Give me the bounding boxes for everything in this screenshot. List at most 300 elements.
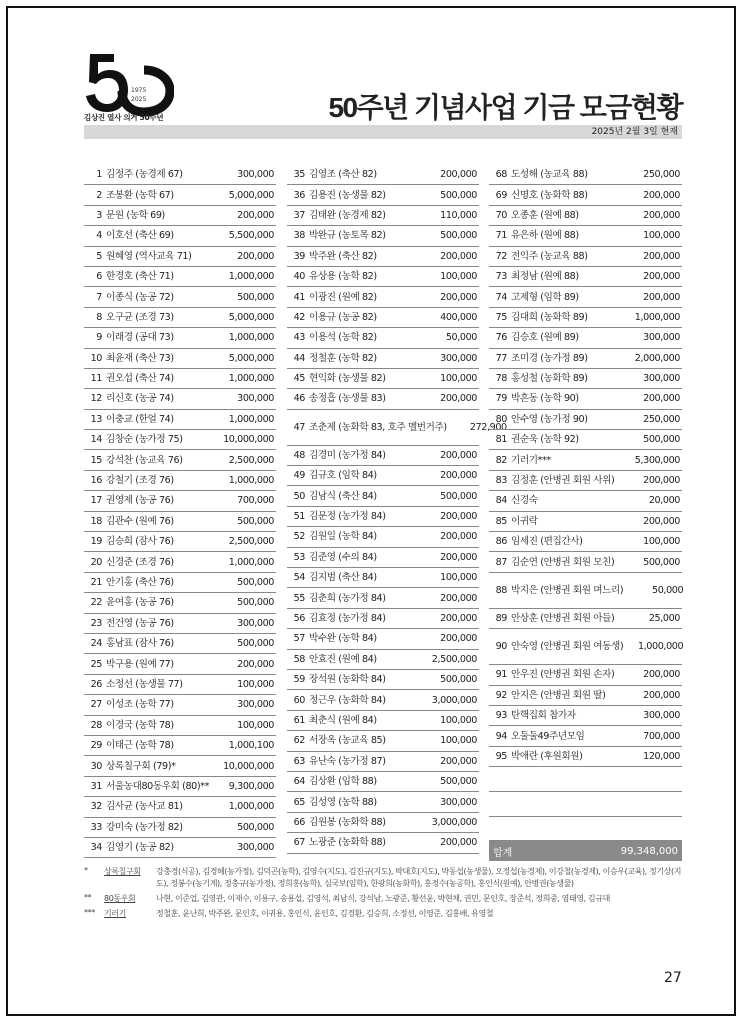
donor-row [287, 287, 479, 307]
donor-amount: 5,000,000 [228, 311, 274, 323]
donor-number: 78 [495, 373, 507, 385]
donor-name: 김남식 (축산 84) [309, 490, 377, 502]
donor-row [287, 752, 479, 772]
donor-row [84, 471, 276, 491]
donor-row [489, 629, 682, 665]
donor-row [287, 650, 479, 670]
donor-name: 서장옥 (농교육 85) [309, 735, 386, 747]
donor-amount: 200,000 [440, 291, 477, 303]
donor-row [489, 206, 682, 226]
donor-number: 94 [495, 730, 507, 742]
donor-name: 김승호 (원예 89) [511, 332, 579, 344]
donor-name: 안숙영 (안병권 회원 여동생) [511, 641, 624, 653]
donor-name: 문원 (농학 69) [106, 209, 165, 221]
donor-name: 김사균 (농사교 81) [106, 801, 183, 813]
donor-row [287, 833, 479, 853]
donor-amount: 100,000 [643, 230, 680, 242]
donor-number: 90 [495, 641, 507, 653]
footnote-mark: *** [84, 908, 95, 917]
donor-amount: 3,000,000 [431, 816, 477, 828]
as-of-date: 2025년 2월 3일 현재 [591, 127, 678, 137]
donor-row [84, 756, 276, 776]
donor-name: 이경국 (농학 78) [106, 719, 174, 731]
donor-name: 권영제 (농공 76) [106, 495, 174, 507]
donor-number: 93 [495, 710, 507, 722]
donor-row [287, 609, 479, 629]
donor-number: 82 [495, 454, 507, 466]
donor-amount: 300,000 [643, 373, 680, 385]
donor-row [84, 349, 276, 369]
donor-row [489, 512, 682, 532]
donor-name: 송정흡 (농생물 83) [309, 393, 386, 405]
donor-name: 상록칠구회 (79)* [106, 760, 176, 772]
donor-number: 53 [293, 551, 305, 563]
donor-amount: 200,000 [440, 613, 477, 624]
donor-name: 이호선 (축산 69) [106, 230, 174, 242]
donor-row [287, 772, 479, 792]
donor-name: 신경숙 [511, 495, 538, 507]
footnotes [84, 866, 684, 923]
donor-name: 오둘둘49주년모임 [511, 730, 585, 742]
donor-name: 조미경 (농가정 89) [511, 352, 588, 364]
donor-row [287, 731, 479, 751]
donor-number: 74 [495, 291, 507, 303]
page-number: 27 [664, 970, 682, 986]
donor-name: 이광진 (원예 82) [309, 291, 377, 303]
donor-number: 55 [293, 592, 305, 604]
donor-name: 전익주 (농교육 88) [511, 250, 588, 262]
donor-amount: 200,000 [643, 250, 680, 262]
donor-amount: 200,000 [440, 169, 477, 181]
donor-row [84, 614, 276, 634]
donor-row [489, 410, 682, 430]
donor-number: 3 [96, 209, 102, 221]
donor-row [84, 532, 276, 552]
donor-amount: 110,000 [440, 209, 477, 221]
donor-amount: 50,000 [652, 584, 684, 596]
donor-number: 79 [495, 393, 507, 405]
donor-amount: 200,000 [440, 531, 477, 543]
donor-row [489, 450, 682, 470]
donor-name: 원혜영 (역사교육 71) [106, 250, 192, 262]
donor-name: 오구균 (조경 73) [106, 311, 174, 323]
donor-number: 6 [96, 271, 102, 283]
donor-name: 김춘희 (농가정 84) [309, 592, 386, 604]
donor-name: 김경미 (농가정 84) [309, 449, 386, 461]
donor-row [489, 532, 682, 552]
donor-number: 5 [96, 250, 102, 262]
donor-amount: 100,000 [440, 373, 477, 385]
donor-number: 20 [90, 556, 102, 568]
donor-name: 정철훈 (농학 82) [309, 352, 377, 364]
blank-row [489, 792, 682, 817]
donor-number: 39 [293, 250, 305, 262]
donor-row [287, 588, 479, 608]
donor-number: 10 [90, 352, 102, 364]
donor-number: 61 [293, 714, 305, 726]
total-label: 합계 [493, 847, 513, 859]
donor-number: 87 [495, 556, 507, 568]
donor-name: 김상환 (임학 88) [309, 776, 377, 788]
donor-name: 조봉환 (농학 67) [106, 189, 174, 201]
donor-row [489, 165, 682, 185]
donor-number: 80 [495, 413, 507, 425]
donor-name: 김규호 (임학 84) [309, 470, 377, 482]
footnote [84, 908, 684, 920]
donor-name: 권오섭 (축산 74) [106, 373, 174, 385]
donor-number: 9 [96, 332, 102, 344]
footnote [84, 893, 684, 905]
donor-row [489, 665, 682, 685]
donor-row [287, 446, 479, 466]
donor-number: 59 [293, 674, 305, 686]
donor-row [84, 267, 276, 287]
donor-number: 54 [293, 572, 305, 584]
donor-amount: 700,000 [237, 495, 274, 507]
donor-number: 65 [293, 796, 305, 808]
donor-amount: 250,000 [643, 413, 680, 425]
donor-number: 1 [96, 169, 102, 181]
donor-amount: 100,000 [440, 572, 477, 584]
donor-name: 이종식 (농공 72) [106, 291, 174, 303]
donor-number: 62 [293, 735, 305, 747]
donor-number: 13 [90, 413, 102, 425]
donor-number: 49 [293, 470, 305, 482]
donor-number: 58 [293, 653, 305, 665]
donor-row [287, 527, 479, 547]
donor-amount: 200,000 [643, 271, 680, 283]
donor-number: 77 [495, 352, 507, 364]
donor-name: 이귀락 [511, 515, 538, 527]
donor-name: 탄핵집회 참가자 [511, 710, 576, 722]
donor-number: 71 [495, 230, 507, 242]
donor-amount: 200,000 [440, 449, 477, 461]
donor-row [489, 747, 682, 767]
donor-name: 박주완 (축산 82) [309, 250, 377, 262]
donor-number: 32 [90, 801, 102, 813]
donor-number: 72 [495, 250, 507, 262]
donor-number: 8 [96, 311, 102, 323]
donor-number: 51 [293, 511, 305, 523]
donor-row [489, 247, 682, 267]
donor-amount: 300,000 [643, 332, 680, 344]
donor-number: 4 [96, 230, 102, 242]
donor-row [287, 792, 479, 812]
donor-amount: 10,000,000 [223, 434, 274, 446]
donor-amount: 1,000,000 [228, 413, 274, 425]
donor-amount: 200,000 [440, 511, 477, 523]
donor-number: 18 [90, 515, 102, 527]
donor-amount: 200,000 [440, 551, 477, 563]
donor-name: 김승희 (잠사 76) [106, 536, 174, 548]
donor-amount: 500,000 [440, 674, 477, 686]
donor-amount: 25,000 [648, 613, 680, 624]
donor-number: 81 [495, 434, 507, 446]
donor-name: 한경호 (축산 71) [106, 271, 174, 283]
total-amount: 99,348,000 [620, 845, 678, 857]
donor-number: 43 [293, 332, 305, 344]
donor-number: 42 [293, 311, 305, 323]
footnote-mark: * [84, 866, 88, 875]
donor-name: 김정주 (농경제 67) [106, 169, 183, 181]
donor-name: 홍남표 (잠사 76) [106, 638, 174, 650]
donor-row [287, 690, 479, 710]
donor-row [489, 573, 682, 609]
donor-row [84, 185, 276, 205]
donor-row [287, 711, 479, 731]
donor-number: 35 [293, 169, 305, 181]
donor-amount: 5,000,000 [228, 352, 274, 364]
donor-name: 신경준 (조경 76) [106, 556, 174, 568]
donor-number: 2 [96, 189, 102, 201]
donor-number: 28 [90, 719, 102, 731]
total-row [489, 841, 682, 861]
donor-name: 김용진 (농생물 82) [309, 189, 386, 201]
donor-number: 66 [293, 816, 305, 828]
donor-name: 유상용 (농학 82) [309, 271, 377, 283]
donor-amount: 100,000 [440, 735, 477, 747]
donor-amount: 500,000 [643, 434, 680, 446]
donor-amount: 500,000 [440, 230, 477, 242]
donor-row [84, 593, 276, 613]
donor-amount: 500,000 [440, 776, 477, 788]
donor-name: 리신호 (농공 74) [106, 393, 174, 405]
footnote-label: 80동우회 [104, 894, 136, 903]
donor-name: 최윤재 (축산 73) [106, 352, 174, 364]
donor-row [489, 491, 682, 511]
donor-amount: 1,000,000 [228, 271, 274, 283]
donor-name: 전건영 (농공 76) [106, 617, 174, 629]
donor-amount: 200,000 [643, 475, 680, 487]
donor-name: 노광준 (농화학 88) [309, 837, 386, 849]
donor-name: 김태완 (농경제 82) [309, 209, 386, 221]
donor-name: 이용규 (농공 82) [309, 311, 377, 323]
donor-number: 23 [90, 617, 102, 629]
donor-name: 윤여홍 (농공 76) [106, 597, 174, 609]
donor-amount: 1,000,100 [228, 740, 274, 752]
donor-number: 30 [90, 760, 102, 772]
donor-number: 91 [495, 669, 507, 681]
donor-amount: 300,000 [440, 352, 477, 364]
donor-amount: 1,000,000 [228, 475, 274, 487]
donor-number: 19 [90, 536, 102, 548]
donor-row [84, 838, 276, 858]
donor-name: 기러기*** [511, 454, 551, 466]
donor-amount: 272,900 [469, 421, 507, 433]
donor-name: 김원봉 (농화학 88) [309, 816, 386, 828]
donor-number: 56 [293, 613, 305, 624]
donor-amount: 2,000,000 [634, 352, 680, 364]
donor-amount: 500,000 [237, 638, 274, 650]
donor-amount: 1,000,000 [634, 311, 680, 323]
donor-number: 36 [293, 189, 305, 201]
donor-amount: 20,000 [648, 495, 680, 507]
donor-number: 15 [90, 454, 102, 466]
donor-row [287, 507, 479, 527]
donor-name: 안우진 (안병권 회원 손자) [511, 669, 615, 681]
donor-row [489, 226, 682, 246]
donor-row [287, 185, 479, 205]
donor-name: 정근우 (농화학 84) [309, 694, 386, 706]
donor-number: 14 [90, 434, 102, 446]
donor-row [84, 491, 276, 511]
donor-amount: 500,000 [440, 490, 477, 502]
donor-amount: 500,000 [237, 597, 274, 609]
donor-row [84, 206, 276, 226]
donor-name: 조춘제 (농화학 83, 호주 멜번거주) [309, 421, 447, 433]
donor-number: 85 [495, 515, 507, 527]
donor-name: 김준영 (수의 84) [309, 551, 377, 563]
donor-row [489, 287, 682, 307]
donor-row [287, 369, 479, 389]
donor-name: 김원일 (농학 84) [309, 531, 377, 543]
donor-number: 27 [90, 699, 102, 711]
donor-amount: 120,000 [643, 750, 680, 762]
donor-row [489, 185, 682, 205]
donor-amount: 100,000 [440, 714, 477, 726]
donor-amount: 9,300,000 [228, 780, 274, 792]
donor-row [84, 430, 276, 450]
donor-row [84, 450, 276, 470]
donor-amount: 100,000 [643, 536, 680, 548]
donor-amount: 300,000 [440, 796, 477, 808]
donor-row [287, 308, 479, 328]
donor-amount: 200,000 [237, 250, 274, 262]
donor-row [287, 568, 479, 588]
donor-name: 김효정 (농가정 84) [309, 613, 386, 624]
donor-column-3 [489, 165, 682, 861]
donor-name: 오종훈 (원예 88) [511, 209, 579, 221]
donor-amount: 200,000 [643, 515, 680, 527]
donor-row [84, 512, 276, 532]
donor-amount: 200,000 [440, 393, 477, 405]
donor-row [489, 349, 682, 369]
donor-name: 임세진 (편집간사) [511, 536, 583, 548]
donor-row [489, 369, 682, 389]
donor-number: 75 [495, 311, 507, 323]
donor-amount: 1,000,000 [228, 332, 274, 344]
donor-name: 강석찬 (농교육 76) [106, 454, 183, 466]
donor-name: 김정훈 (안병권 회원 사위) [511, 475, 615, 487]
donor-row [287, 486, 479, 506]
donor-row [84, 777, 276, 797]
donor-row [489, 706, 682, 726]
donor-amount: 100,000 [237, 719, 274, 731]
donor-amount: 500,000 [237, 821, 274, 833]
donor-amount: 1,000,000 [637, 641, 684, 653]
donor-row [84, 736, 276, 756]
donor-name: 현익화 (농생물 82) [309, 373, 386, 385]
donor-row [84, 328, 276, 348]
donor-amount: 200,000 [440, 755, 477, 767]
donor-amount: 300,000 [237, 842, 274, 854]
donor-number: 37 [293, 209, 305, 221]
donor-amount: 250,000 [643, 169, 680, 181]
donor-amount: 200,000 [643, 209, 680, 221]
donor-number: 41 [293, 291, 305, 303]
donor-number: 89 [495, 613, 507, 624]
donor-name: 김지범 (축산 84) [309, 572, 377, 584]
donor-row [84, 716, 276, 736]
donor-name: 안상훈 (안병권 회원 아들) [511, 613, 615, 624]
donor-number: 40 [293, 271, 305, 283]
donor-number: 7 [96, 291, 102, 303]
date-bar [84, 125, 682, 139]
donor-row [287, 328, 479, 348]
donor-row [84, 369, 276, 389]
donor-amount: 200,000 [643, 291, 680, 303]
donor-number: 44 [293, 352, 305, 364]
donor-number: 22 [90, 597, 102, 609]
donor-name: 안지은 (안병권 회원 딸) [511, 689, 606, 701]
logo-year-start: 1975 [131, 87, 147, 94]
donor-name: 장석원 (농화학 84) [309, 674, 386, 686]
donor-row [287, 267, 479, 287]
donor-name: 김관수 (원예 76) [106, 515, 174, 527]
donor-amount: 200,000 [643, 689, 680, 701]
donor-name: 김성영 (농학 88) [309, 796, 377, 808]
donor-name: 도성해 (농교육 88) [511, 169, 588, 181]
donor-amount: 300,000 [237, 393, 274, 405]
donor-name: 강미숙 (농가정 82) [106, 821, 183, 833]
donor-number: 52 [293, 531, 305, 543]
donor-number: 24 [90, 638, 102, 650]
donor-amount: 200,000 [440, 633, 477, 645]
donor-number: 17 [90, 495, 102, 507]
donor-name: 김영조 (축산 82) [309, 169, 377, 181]
donor-row [489, 267, 682, 287]
donor-name: 최정남 (원예 88) [511, 271, 579, 283]
donor-name: 김순연 (안병권 회원 모친) [511, 556, 615, 568]
footnote-text: 나현, 이준업, 김영관, 이재수, 이용구, 송용섭, 김영석, 최남식, 강석남, 노광준, 황선윤, 박현채, 권민, 문인호, 장준석, 정희중, 염태영, 김규대 [156, 894, 610, 903]
donor-row [84, 308, 276, 328]
donor-row [287, 226, 479, 246]
donor-row [84, 675, 276, 695]
donor-name: 김영기 (농공 82) [106, 842, 174, 854]
donor-amount: 300,000 [643, 710, 680, 722]
donor-number: 47 [293, 421, 305, 433]
donor-row [84, 226, 276, 246]
donor-amount: 1,000,000 [228, 556, 274, 568]
donor-row [287, 670, 479, 690]
donor-number: 16 [90, 475, 102, 487]
donor-number: 70 [495, 209, 507, 221]
donor-amount: 200,000 [237, 209, 274, 221]
donor-row [287, 629, 479, 649]
footnote-mark: ** [84, 893, 92, 902]
donor-amount: 1,000,000 [228, 801, 274, 813]
donor-amount: 200,000 [643, 669, 680, 681]
donor-name: 소정선 (농생물 77) [106, 678, 183, 690]
donor-row [84, 287, 276, 307]
donor-number: 60 [293, 694, 305, 706]
donor-row [287, 548, 479, 568]
donor-number: 63 [293, 755, 305, 767]
donor-amount: 200,000 [440, 592, 477, 604]
donor-number: 48 [293, 449, 305, 461]
footnote [84, 866, 684, 890]
donor-name: 이성조 (농학 77) [106, 699, 174, 711]
donor-number: 95 [495, 750, 507, 762]
donor-number: 38 [293, 230, 305, 242]
page-title: 50주년 기념사업 기금 모금현황 [328, 92, 682, 123]
donor-amount: 300,000 [237, 617, 274, 629]
donor-number: 25 [90, 658, 102, 670]
donor-row [489, 726, 682, 746]
donor-amount: 50,000 [445, 332, 477, 344]
donor-row [84, 389, 276, 409]
footnote-text: 강충경(식공), 김경혜(농가정), 김덕곤(농학), 김영수(지도), 김진규(지도), 박대호(지도), 박동섭(농생물), 오정섭(농경제), 이강철(농경제), 이승우(교육), 정기상(지도), 정봉수(농기계), 정충규(농가정), 정희홍(농학), 심국보(임학), 한광희(농화학), 홍정수(농공학), 홍인식(원예), 안병권(농생물) [156, 867, 682, 888]
